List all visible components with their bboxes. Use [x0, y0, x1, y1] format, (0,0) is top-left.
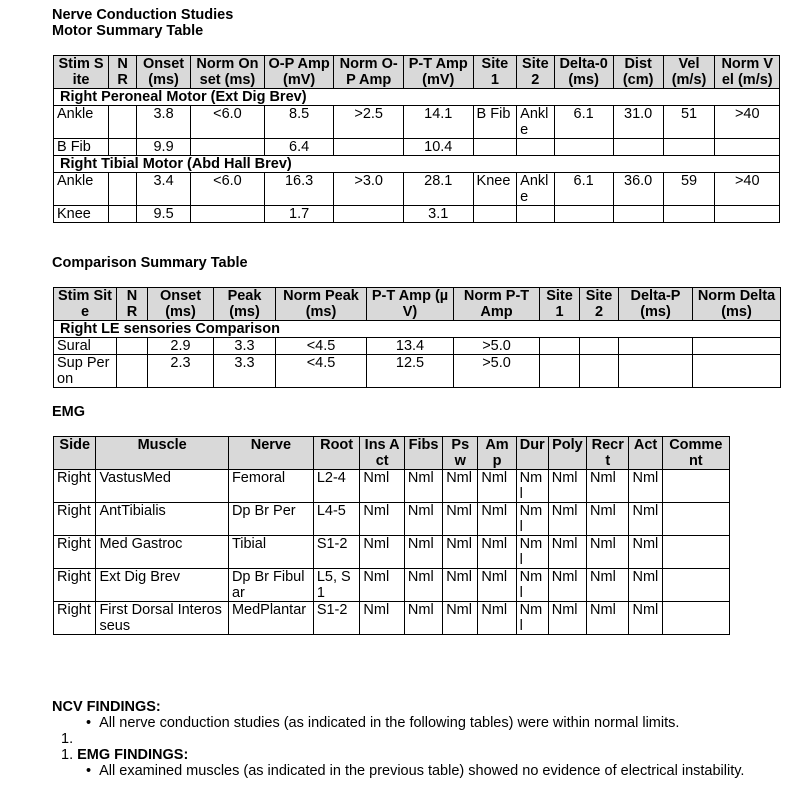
table-cell: S1-2 [313, 602, 360, 635]
table-cell [662, 470, 729, 503]
table-cell: >40 [715, 173, 780, 206]
table-cell [473, 139, 517, 156]
comparison-header-0: Stim Site [54, 288, 117, 321]
ncv-findings-text: All nerve conduction studies (as indicated in the following tables) were within normal limits. [99, 715, 680, 731]
emg-header-11: Act [629, 437, 662, 470]
table-cell: 31.0 [613, 106, 663, 139]
table-cell [662, 602, 729, 635]
table-cell: B Fib [54, 139, 109, 156]
emg-header-6: Psw [443, 437, 478, 470]
motor-header-10: Dist (cm) [613, 56, 663, 89]
table-cell: Nml [443, 536, 478, 569]
table-cell: Nml [360, 470, 405, 503]
table-cell [613, 139, 663, 156]
table-cell [693, 338, 781, 355]
table-cell: <4.5 [276, 355, 367, 388]
table-cell: Nml [478, 602, 516, 635]
table-cell: Nml [587, 503, 629, 536]
table-row [54, 536, 730, 569]
table-cell: MedPlantar [228, 602, 313, 635]
table-cell: 14.1 [403, 106, 473, 139]
table-cell [693, 355, 781, 388]
table-cell [619, 338, 693, 355]
emg-findings-line [61, 747, 188, 763]
table-cell: Nml [587, 470, 629, 503]
table-cell: Nml [360, 536, 405, 569]
table-cell: Nml [443, 569, 478, 602]
table-cell: 1.7 [264, 206, 334, 223]
document-title: Nerve Conduction Studies [52, 7, 234, 23]
comparison-header-6: Norm P-T Amp [454, 288, 540, 321]
table-cell: Knee [54, 206, 109, 223]
comparison-header-10: Norm Delta (ms) [693, 288, 781, 321]
emg-body [54, 470, 730, 635]
motor-header-row [54, 56, 780, 89]
table-cell: Nml [587, 536, 629, 569]
comparison-header-2: Onset (ms) [148, 288, 214, 321]
section-row [54, 156, 780, 173]
table-cell [191, 139, 265, 156]
table-cell: Nml [516, 569, 548, 602]
table-cell: 10.4 [403, 139, 473, 156]
emg-header-row [54, 437, 730, 470]
emg-header-9: Poly [548, 437, 586, 470]
emg-table [53, 436, 730, 635]
table-cell: Femoral [228, 470, 313, 503]
table-cell: 3.3 [214, 338, 276, 355]
emg-table-title: EMG [52, 404, 86, 420]
table-cell: >5.0 [454, 355, 540, 388]
table-cell: Nml [360, 602, 405, 635]
table-cell: Nml [629, 569, 662, 602]
table-cell [109, 106, 137, 139]
table-cell: L4-5 [313, 503, 360, 536]
table-cell: 9.5 [137, 206, 191, 223]
table-cell: 3.3 [214, 355, 276, 388]
table-cell [109, 173, 137, 206]
table-cell: Nml [516, 602, 548, 635]
emg-findings-text: All examined muscles (as indicated in the previous table) showed no evidence of electrical instability. [99, 763, 745, 779]
table-cell: Tibial [228, 536, 313, 569]
table-cell: 8.5 [264, 106, 334, 139]
comparison-header-7: Site1 [540, 288, 580, 321]
list-number: 1. [61, 731, 74, 747]
table-row [54, 106, 780, 139]
table-cell: Right [54, 503, 96, 536]
table-cell: B Fib [473, 106, 517, 139]
motor-header-7: Site 1 [473, 56, 517, 89]
table-cell: Nml [443, 602, 478, 635]
table-cell: 59 [663, 173, 715, 206]
motor-table-title: Motor Summary Table [52, 23, 204, 39]
table-cell [473, 206, 517, 223]
table-cell: <6.0 [191, 173, 265, 206]
table-cell: Nml [587, 602, 629, 635]
table-cell: 3.4 [137, 173, 191, 206]
table-cell [517, 206, 554, 223]
motor-header-5: Norm O-P Amp [334, 56, 404, 89]
table-cell: Nml [443, 470, 478, 503]
motor-header-8: Site 2 [517, 56, 554, 89]
table-cell: Nml [443, 503, 478, 536]
table-cell [715, 206, 780, 223]
emg-header-4: Ins Act [360, 437, 405, 470]
table-cell: VastusMed [96, 470, 229, 503]
table-cell [619, 355, 693, 388]
table-cell [663, 206, 715, 223]
table-cell [613, 206, 663, 223]
motor-header-3: Norm Onset (ms) [191, 56, 265, 89]
bullet-icon: • [86, 715, 100, 731]
table-cell: Ext Dig Brev [96, 569, 229, 602]
table-cell [117, 355, 148, 388]
motor-header-1: N R [109, 56, 137, 89]
table-cell: 51 [663, 106, 715, 139]
emg-header-3: Root [313, 437, 360, 470]
motor-header-4: O-P Amp (mV) [264, 56, 334, 89]
table-row [54, 173, 780, 206]
table-cell: Nml [548, 503, 586, 536]
table-cell: Nml [404, 470, 442, 503]
emg-findings-item [86, 763, 744, 779]
table-cell [517, 139, 554, 156]
table-row [54, 338, 781, 355]
emg-header-12: Comment [662, 437, 729, 470]
emg-header-10: Recrt [587, 437, 629, 470]
table-cell: Nml [548, 536, 586, 569]
emg-header-0: Side [54, 437, 96, 470]
table-cell: Nml [629, 536, 662, 569]
table-cell: Dp Br Fibular [228, 569, 313, 602]
table-cell [662, 569, 729, 602]
table-cell: >5.0 [454, 338, 540, 355]
table-cell: 3.1 [403, 206, 473, 223]
emg-header-8: Dur [516, 437, 548, 470]
table-cell: 13.4 [367, 338, 454, 355]
table-cell: S1-2 [313, 536, 360, 569]
section-row [54, 321, 781, 338]
table-cell: Nml [404, 503, 442, 536]
table-cell [580, 338, 619, 355]
comparison-header-5: P-T Amp (µV) [367, 288, 454, 321]
table-cell: Nml [516, 470, 548, 503]
motor-body [54, 89, 780, 223]
section-label: Right LE sensories Comparison [54, 321, 781, 338]
table-cell: >2.5 [334, 106, 404, 139]
table-cell: AntTibialis [96, 503, 229, 536]
table-cell: Ankle [517, 106, 554, 139]
table-cell: Nml [478, 536, 516, 569]
ncv-findings-item [86, 715, 679, 731]
table-cell [117, 338, 148, 355]
table-cell: Nml [548, 470, 586, 503]
section-label: Right Peroneal Motor (Ext Dig Brev) [54, 89, 780, 106]
table-cell: 36.0 [613, 173, 663, 206]
motor-header-9: Delta-0 (ms) [554, 56, 613, 89]
table-cell: Nml [404, 536, 442, 569]
table-cell [554, 139, 613, 156]
table-cell: Nml [404, 602, 442, 635]
table-cell: <6.0 [191, 106, 265, 139]
table-cell: >3.0 [334, 173, 404, 206]
table-cell: Nml [478, 470, 516, 503]
table-cell [580, 355, 619, 388]
table-cell: 2.3 [148, 355, 214, 388]
table-cell: Nml [516, 503, 548, 536]
table-cell: Right [54, 602, 96, 635]
table-cell [191, 206, 265, 223]
table-cell: L2-4 [313, 470, 360, 503]
table-cell: Sural [54, 338, 117, 355]
comparison-header-8: Site2 [580, 288, 619, 321]
table-cell: Nml [404, 569, 442, 602]
table-cell: 3.8 [137, 106, 191, 139]
table-cell [334, 206, 404, 223]
table-cell: Ankle [517, 173, 554, 206]
table-cell: 6.1 [554, 106, 613, 139]
table-cell [554, 206, 613, 223]
table-cell: Knee [473, 173, 517, 206]
table-cell: Nml [478, 503, 516, 536]
comparison-header-1: N R [117, 288, 148, 321]
table-cell [715, 139, 780, 156]
table-row [54, 470, 730, 503]
table-cell: 2.9 [148, 338, 214, 355]
emg-header-2: Nerve [228, 437, 313, 470]
motor-summary-table [53, 55, 780, 223]
table-cell: Ankle [54, 173, 109, 206]
motor-header-0: Stim Site [54, 56, 109, 89]
table-cell: Nml [360, 503, 405, 536]
table-cell: 6.1 [554, 173, 613, 206]
table-cell [663, 139, 715, 156]
table-cell: Sup Peron [54, 355, 117, 388]
comparison-header-row [54, 288, 781, 321]
emg-findings-heading: EMG FINDINGS: [77, 747, 189, 763]
comparison-header-3: Peak (ms) [214, 288, 276, 321]
table-cell [334, 139, 404, 156]
comparison-summary-table [53, 287, 781, 388]
table-cell: Nml [548, 602, 586, 635]
list-number: 1. [61, 747, 74, 763]
table-cell: Med Gastroc [96, 536, 229, 569]
table-cell: Ankle [54, 106, 109, 139]
table-cell [109, 139, 137, 156]
table-cell: 9.9 [137, 139, 191, 156]
section-label: Right Tibial Motor (Abd Hall Brev) [54, 156, 780, 173]
table-cell: <4.5 [276, 338, 367, 355]
bullet-icon: • [86, 763, 100, 779]
table-cell: First Dorsal Interosseus [96, 602, 229, 635]
motor-header-12: Norm Vel (m/s) [715, 56, 780, 89]
comparison-header-9: Delta-P (ms) [619, 288, 693, 321]
table-row [54, 139, 780, 156]
table-row [54, 355, 781, 388]
table-row [54, 602, 730, 635]
table-cell: 16.3 [264, 173, 334, 206]
table-cell: 28.1 [403, 173, 473, 206]
table-cell: Nml [587, 569, 629, 602]
table-cell: Nml [629, 470, 662, 503]
table-row [54, 503, 730, 536]
table-row [54, 206, 780, 223]
table-cell: Right [54, 470, 96, 503]
comparison-body [54, 321, 781, 388]
emg-header-7: Amp [478, 437, 516, 470]
comparison-table-title: Comparison Summary Table [52, 255, 248, 271]
emg-header-5: Fibs [404, 437, 442, 470]
table-cell: Nml [629, 602, 662, 635]
motor-header-2: Onset (ms) [137, 56, 191, 89]
emg-header-1: Muscle [96, 437, 229, 470]
motor-header-6: P-T Amp (mV) [403, 56, 473, 89]
table-cell: Dp Br Per [228, 503, 313, 536]
table-cell [109, 206, 137, 223]
table-cell: 12.5 [367, 355, 454, 388]
table-cell: Right [54, 536, 96, 569]
table-cell [662, 536, 729, 569]
table-row [54, 569, 730, 602]
table-cell: Nml [478, 569, 516, 602]
section-row [54, 89, 780, 106]
comparison-header-4: Norm Peak (ms) [276, 288, 367, 321]
table-cell [540, 355, 580, 388]
motor-header-11: Vel (m/s) [663, 56, 715, 89]
table-cell: >40 [715, 106, 780, 139]
table-cell: Nml [516, 536, 548, 569]
table-cell: Right [54, 569, 96, 602]
table-cell [662, 503, 729, 536]
table-cell: 6.4 [264, 139, 334, 156]
table-cell: Nml [360, 569, 405, 602]
table-cell: Nml [548, 569, 586, 602]
table-cell [540, 338, 580, 355]
table-cell: L5, S1 [313, 569, 360, 602]
table-cell: Nml [629, 503, 662, 536]
ncv-findings-heading: NCV FINDINGS: [52, 699, 161, 715]
